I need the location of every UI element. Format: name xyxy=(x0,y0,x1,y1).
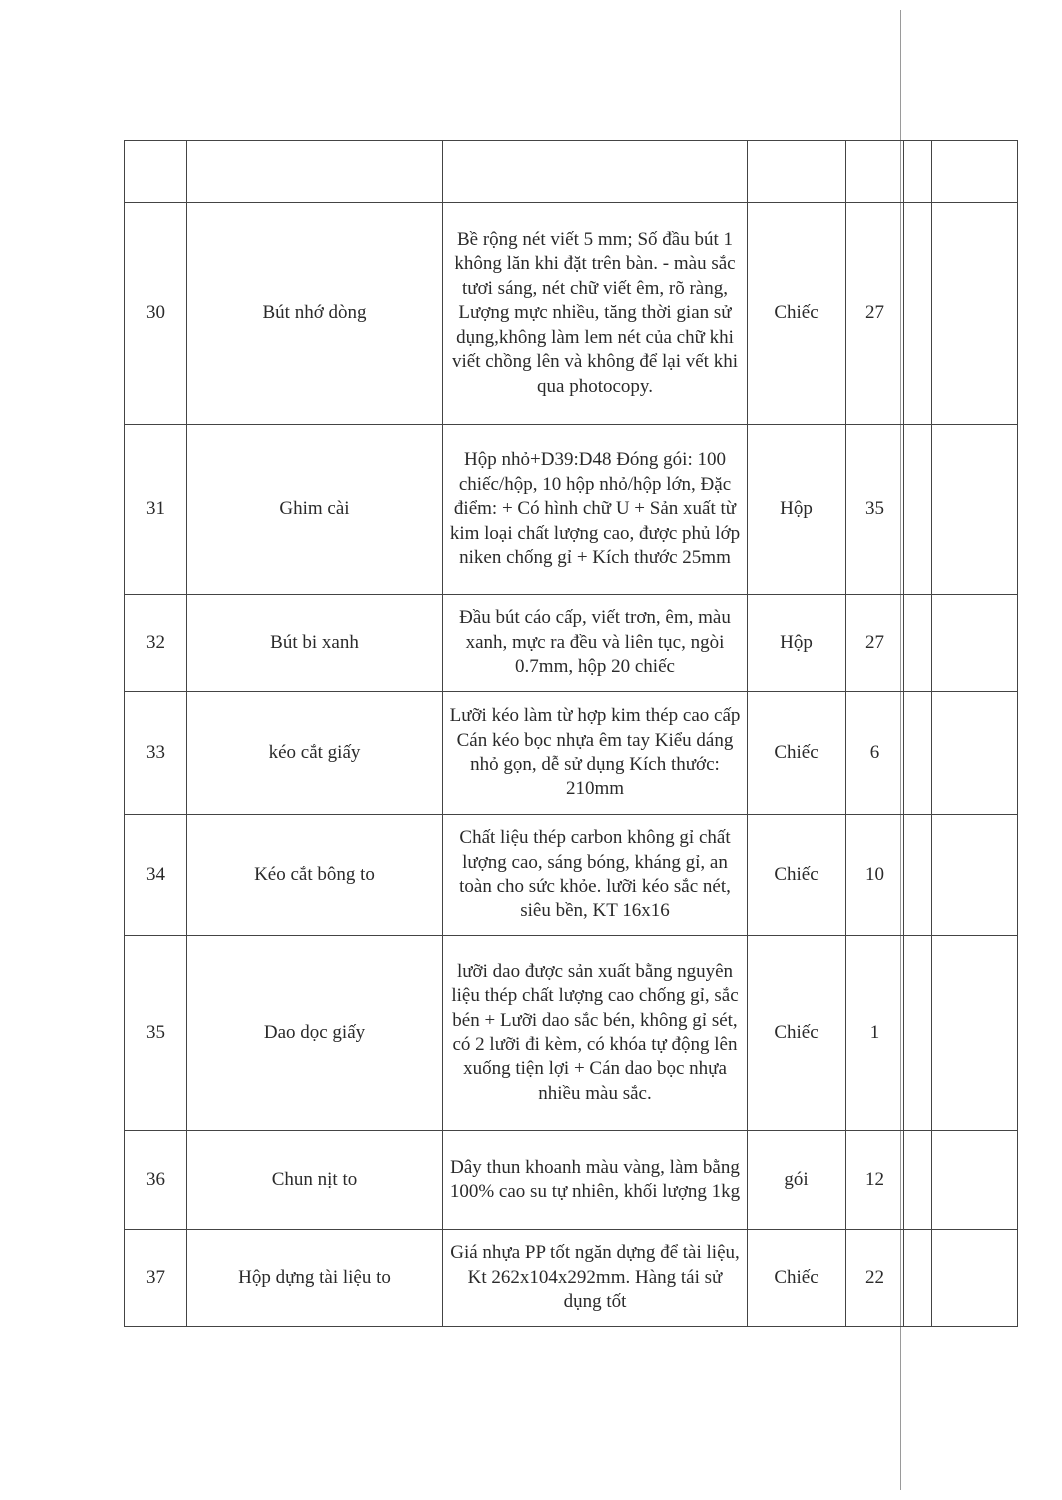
blank-cell xyxy=(904,203,932,425)
quantity-value: 35 xyxy=(865,498,884,520)
item-description: Giá nhựa PP tốt ngăn dựng để tài liệu, Kt 262x104x292mm. Hàng tái sử dụng tốt xyxy=(443,1230,748,1327)
blank-cell xyxy=(932,692,1018,815)
row-number: 35 xyxy=(125,936,187,1131)
item-description: lưỡi dao được sản xuất bằng nguyên liệu thép chất lượng cao chống gỉ, sắc bén + Lưỡi dao sắc bén, không gỉ sét, có 2 lưỡi đi kèm, có khóa tự động lên xuống tiện lợi + Cán dao bọc nhựa nhiều màu sắc. xyxy=(443,936,748,1131)
quantity-value: 27 xyxy=(865,302,884,324)
item-name: Kéo cắt bông to xyxy=(187,815,443,936)
row-number: 34 xyxy=(125,815,187,936)
table-row xyxy=(125,1131,1018,1230)
item-description: Hộp nhỏ+D39:D48 Đóng gói: 100 chiếc/hộp, 10 hộp nhỏ/hộp lớn, Đặc điểm: + Có hình chữ U + Sản xuất từ kim loại chất lượng cao, được phủ lớp niken chống gỉ + Kích thước 25mm xyxy=(443,425,748,595)
item-unit: Chiếc xyxy=(748,1230,846,1327)
supply-table xyxy=(124,140,1018,1327)
item-quantity xyxy=(846,815,904,936)
blank-cell xyxy=(932,1230,1018,1327)
blank-cell xyxy=(904,1230,932,1327)
blank-cell xyxy=(932,203,1018,425)
table-row xyxy=(125,595,1018,692)
item-unit: Hộp xyxy=(748,595,846,692)
blank-cell xyxy=(932,1131,1018,1230)
item-name: Ghim cài xyxy=(187,425,443,595)
quantity-value: 6 xyxy=(869,741,880,763)
item-quantity xyxy=(846,936,904,1131)
blank-cell xyxy=(187,141,443,203)
item-quantity xyxy=(846,1131,904,1230)
blank-cell xyxy=(904,595,932,692)
table-row xyxy=(125,692,1018,815)
row-number: 32 xyxy=(125,595,187,692)
item-description: Bề rộng nét viết 5 mm; Số đầu bút 1 không lăn khi đặt trên bàn. - màu sắc tươi sáng, nét chữ viết êm, rõ ràng, Lượng mực nhiều, tăng thời gian sử dụng,không làm lem nét của chữ khi viết chồng lên và không để lại vết khi qua photocopy. xyxy=(443,203,748,425)
table-row xyxy=(125,1230,1018,1327)
item-description: Đầu bút cáo cấp, viết trơn, êm, màu xanh, mực ra đều và liên tục, ngòi 0.7mm, hộp 20 chiếc xyxy=(443,595,748,692)
quantity-value: 1 xyxy=(869,1021,880,1043)
item-unit: Hộp xyxy=(748,425,846,595)
quantity-value: 10 xyxy=(865,863,884,885)
blank-cell xyxy=(904,936,932,1131)
table-row xyxy=(125,425,1018,595)
item-quantity xyxy=(846,203,904,425)
blank-cell xyxy=(904,692,932,815)
item-quantity xyxy=(846,692,904,815)
item-name: Chun nịt to xyxy=(187,1131,443,1230)
blank-cell xyxy=(904,425,932,595)
item-quantity xyxy=(846,1230,904,1327)
item-unit: Chiếc xyxy=(748,815,846,936)
blank-cell xyxy=(125,141,187,203)
item-name: Hộp dựng tài liệu to xyxy=(187,1230,443,1327)
item-name: Bút nhớ dòng xyxy=(187,203,443,425)
blank-cell xyxy=(932,141,1018,203)
item-name: kéo cắt giấy xyxy=(187,692,443,815)
item-quantity xyxy=(846,425,904,595)
blank-cell xyxy=(932,815,1018,936)
blank-cell xyxy=(932,595,1018,692)
blank-cell xyxy=(932,425,1018,595)
quantity-value: 27 xyxy=(865,631,884,653)
blank-cell xyxy=(846,141,904,203)
blank-cell xyxy=(748,141,846,203)
item-name: Dao dọc giấy xyxy=(187,936,443,1131)
quantity-value: 22 xyxy=(865,1266,884,1288)
table-row xyxy=(125,815,1018,936)
item-quantity xyxy=(846,595,904,692)
blank-cell xyxy=(443,141,748,203)
item-description: Chất liệu thép carbon không gỉ chất lượng cao, sáng bóng, kháng gỉ, an toàn cho sức khỏe. lưỡi kéo sắc nét, siêu bền, KT 16x16 xyxy=(443,815,748,936)
blank-cell xyxy=(904,141,932,203)
item-unit: gói xyxy=(748,1131,846,1230)
row-number: 37 xyxy=(125,1230,187,1327)
quantity-value: 12 xyxy=(865,1168,884,1190)
blank-cell xyxy=(904,1131,932,1230)
row-number: 33 xyxy=(125,692,187,815)
row-number: 36 xyxy=(125,1131,187,1230)
item-description: Dây thun khoanh màu vàng, làm bằng 100% cao su tự nhiên, khối lượng 1kg xyxy=(443,1131,748,1230)
item-description: Lưỡi kéo làm từ hợp kim thép cao cấp Cán kéo bọc nhựa êm tay Kiểu dáng nhỏ gọn, dễ sử dụng Kích thước: 210mm xyxy=(443,692,748,815)
blank-cell xyxy=(904,815,932,936)
row-number: 30 xyxy=(125,203,187,425)
item-unit: Chiếc xyxy=(748,936,846,1131)
table-row xyxy=(125,936,1018,1131)
table-header-row xyxy=(125,141,1018,203)
item-unit: Chiếc xyxy=(748,692,846,815)
blank-cell xyxy=(932,936,1018,1131)
row-number: 31 xyxy=(125,425,187,595)
item-name: Bút bi xanh xyxy=(187,595,443,692)
item-unit: Chiếc xyxy=(748,203,846,425)
table-row xyxy=(125,203,1018,425)
